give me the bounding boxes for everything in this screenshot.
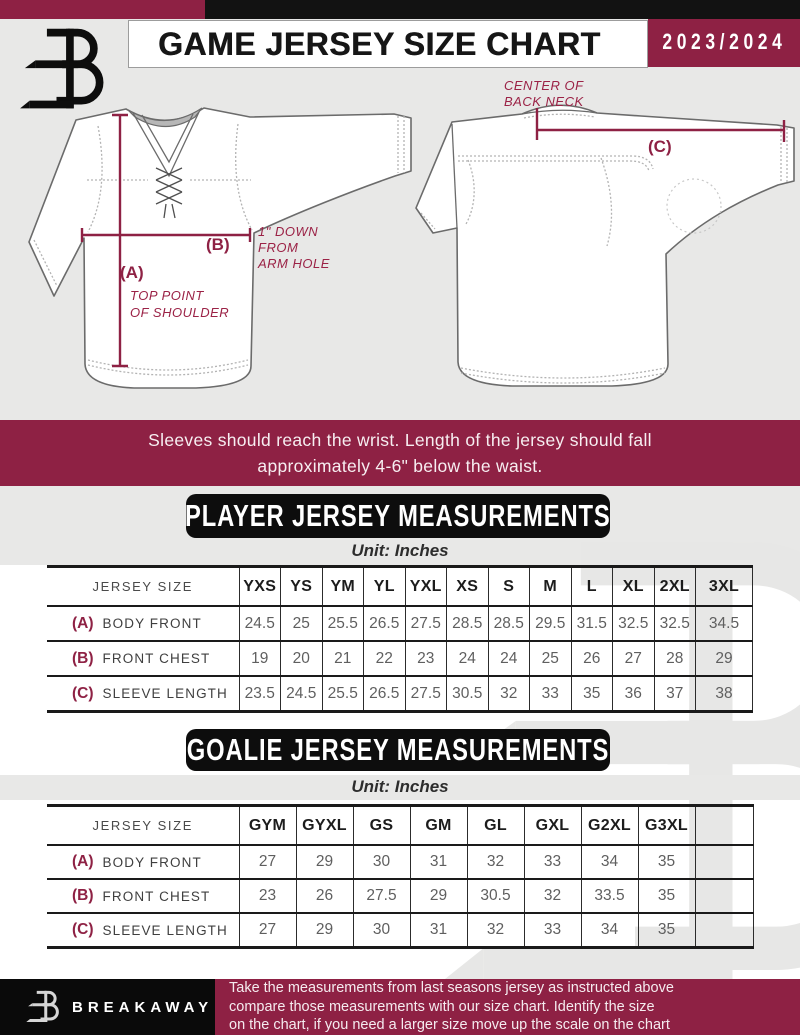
measurement-value: 32.5 — [654, 606, 696, 641]
measurement-value: 29 — [296, 845, 353, 879]
measurement-value: 29.5 — [530, 606, 572, 641]
player-size-table — [47, 565, 753, 713]
caption-a-2: OF SHOULDER — [130, 305, 230, 320]
measurement-value: 24 — [447, 641, 489, 676]
measurement-value: 29 — [296, 913, 353, 948]
measurement-value: 27 — [239, 913, 296, 948]
row-measure-key: (C) — [72, 921, 94, 938]
row-measure-key: (B) — [72, 887, 94, 904]
size-column-header: M — [530, 567, 572, 607]
measurement-value: 30 — [353, 913, 410, 948]
measurement-value — [695, 913, 753, 948]
size-column-header: XS — [447, 567, 489, 607]
measurement-value: 27 — [613, 641, 655, 676]
measurement-value: 27.5 — [353, 879, 410, 913]
caption-b-3: ARM HOLE — [258, 256, 330, 271]
measurement-value: 33 — [524, 913, 581, 948]
measurement-value: 19 — [239, 641, 281, 676]
season-label: 2023/2024 — [661, 30, 787, 55]
measurement-value: 27 — [239, 845, 296, 879]
measurement-value: 38 — [696, 676, 753, 712]
row-measure-label: FRONT CHEST — [102, 651, 211, 666]
measurement-value: 24.5 — [239, 606, 281, 641]
measurement-value: 28 — [654, 641, 696, 676]
label-c: (C) — [648, 137, 672, 156]
measurement-value: 34 — [581, 845, 638, 879]
caption-b-1: 1" DOWN — [258, 224, 319, 239]
fit-notice-line-1: Sleeves should reach the wrist. Length of the jersey should fall — [148, 430, 652, 450]
caption-b-2: FROM — [258, 240, 299, 255]
footer-line-2: compare those measurements with our size chart. Identify the size — [229, 998, 655, 1015]
measurement-value: 32.5 — [613, 606, 655, 641]
measurement-value: 25.5 — [322, 676, 364, 712]
measurement-value: 23 — [405, 641, 447, 676]
measurement-value: 30.5 — [467, 879, 524, 913]
size-column-header: 3XL — [696, 567, 753, 607]
measurement-value: 28.5 — [447, 606, 489, 641]
player-section-title: PLAYER JERSEY MEASUREMENTS — [185, 498, 611, 533]
measurement-value — [695, 879, 753, 913]
goalie-section-title: GOALIE JERSEY MEASUREMENTS — [186, 732, 610, 767]
row-measure-label: BODY FRONT — [102, 616, 202, 631]
measurement-value: 26.5 — [364, 606, 406, 641]
size-column-header — [695, 806, 753, 846]
size-column-header: YL — [364, 567, 406, 607]
measurement-value: 20 — [281, 641, 323, 676]
footer-breakaway-logo-icon — [26, 989, 64, 1025]
size-column-header: XL — [613, 567, 655, 607]
measurement-value: 21 — [322, 641, 364, 676]
row-measure-label: SLEEVE LENGTH — [102, 922, 228, 938]
measurement-value: 36 — [613, 676, 655, 712]
measurement-value: 27.5 — [405, 676, 447, 712]
row-measure-key: (B) — [72, 649, 94, 667]
footer-brand-name: BREAKAWAY — [72, 998, 214, 1016]
jersey-size-header: JERSEY SIZE — [47, 567, 239, 607]
fit-notice-line-2: approximately 4-6" below the waist. — [257, 456, 543, 476]
size-column-header: YXL — [405, 567, 447, 607]
measurement-value: 32 — [467, 845, 524, 879]
measurement-value: 32 — [488, 676, 530, 712]
measurement-value: 29 — [410, 879, 467, 913]
measurement-value: 32 — [467, 913, 524, 948]
table-row — [47, 676, 753, 712]
label-b: (B) — [206, 235, 230, 254]
player-section-banner — [186, 494, 610, 538]
measurement-value: 25 — [530, 641, 572, 676]
row-measure-label: BODY FRONT — [102, 854, 202, 870]
row-measure-key: (C) — [72, 684, 94, 702]
footer-instructions — [215, 979, 800, 1035]
row-measure-label: FRONT CHEST — [102, 888, 211, 904]
measurement-value — [695, 845, 753, 879]
table-row — [47, 913, 753, 948]
label-a: (A) — [120, 263, 144, 282]
measurement-value: 26 — [571, 641, 613, 676]
size-column-header: YM — [322, 567, 364, 607]
caption-a-1: TOP POINT — [130, 288, 204, 303]
measurement-value: 25 — [281, 606, 323, 641]
goalie-size-table — [47, 804, 754, 949]
table-row — [47, 606, 753, 641]
measurement-value: 33 — [524, 845, 581, 879]
measurement-value: 31 — [410, 913, 467, 948]
measurement-value: 35 — [638, 879, 695, 913]
measurement-value: 35 — [638, 913, 695, 948]
size-column-header: G3XL — [638, 806, 695, 846]
footer-brand-box — [0, 979, 215, 1035]
measurement-value: 28.5 — [488, 606, 530, 641]
size-column-header: GYXL — [296, 806, 353, 846]
goalie-section-banner — [186, 729, 610, 771]
size-column-header: GL — [467, 806, 524, 846]
measurement-value: 29 — [696, 641, 753, 676]
page-title: GAME JERSEY SIZE CHART — [158, 25, 601, 62]
measurement-value: 31 — [410, 845, 467, 879]
measurement-value: 26 — [296, 879, 353, 913]
measurement-value: 24 — [488, 641, 530, 676]
footer-line-3: on the chart, if you need a larger size move up the scale on the chart — [229, 1017, 670, 1034]
measurement-value: 27.5 — [405, 606, 447, 641]
table-row — [47, 641, 753, 676]
top-bar-black — [205, 0, 800, 19]
size-column-header: YS — [281, 567, 323, 607]
measurement-value: 31.5 — [571, 606, 613, 641]
row-measure-key: (A) — [72, 614, 94, 632]
footer-line-1: Take the measurements from last seasons jersey as instructed above — [229, 980, 674, 997]
measurement-value: 30.5 — [447, 676, 489, 712]
size-column-header: YXS — [239, 567, 281, 607]
table-row — [47, 879, 753, 913]
measurement-value: 32 — [524, 879, 581, 913]
measurement-value: 23 — [239, 879, 296, 913]
row-measure-label: SLEEVE LENGTH — [102, 686, 228, 701]
size-column-header: L — [571, 567, 613, 607]
back-jersey-outline — [416, 105, 794, 386]
jersey-diagrams — [0, 70, 800, 422]
size-column-header: GXL — [524, 806, 581, 846]
measurement-value: 34 — [581, 913, 638, 948]
caption-c-1: CENTER OF — [504, 78, 584, 93]
caption-c-2: BACK NECK — [504, 94, 584, 109]
measurement-value: 23.5 — [239, 676, 281, 712]
size-table — [47, 565, 753, 713]
measurement-value: 34.5 — [696, 606, 753, 641]
size-column-header: GM — [410, 806, 467, 846]
measurement-value: 37 — [654, 676, 696, 712]
page-title-box — [128, 20, 648, 68]
row-measure-key: (A) — [72, 853, 94, 870]
size-table — [47, 804, 754, 949]
measurement-value: 24.5 — [281, 676, 323, 712]
breakaway-logo-icon — [18, 24, 118, 116]
size-column-header: S — [488, 567, 530, 607]
size-column-header: GYM — [239, 806, 296, 846]
size-column-header: 2XL — [654, 567, 696, 607]
player-unit-label: Unit: Inches — [351, 541, 449, 560]
table-row — [47, 845, 753, 879]
measurement-value: 35 — [638, 845, 695, 879]
top-bar-maroon — [0, 0, 205, 19]
measurement-value: 22 — [364, 641, 406, 676]
measurement-value: 33 — [530, 676, 572, 712]
measurement-value: 26.5 — [364, 676, 406, 712]
fit-notice-banner — [0, 420, 800, 486]
goalie-unit-label: Unit: Inches — [351, 777, 449, 796]
measurement-value: 33.5 — [581, 879, 638, 913]
measurement-value: 30 — [353, 845, 410, 879]
measurement-value: 25.5 — [322, 606, 364, 641]
measurement-value: 35 — [571, 676, 613, 712]
jersey-size-header: JERSEY SIZE — [47, 806, 239, 846]
season-badge — [648, 19, 800, 67]
size-column-header: G2XL — [581, 806, 638, 846]
size-column-header: GS — [353, 806, 410, 846]
